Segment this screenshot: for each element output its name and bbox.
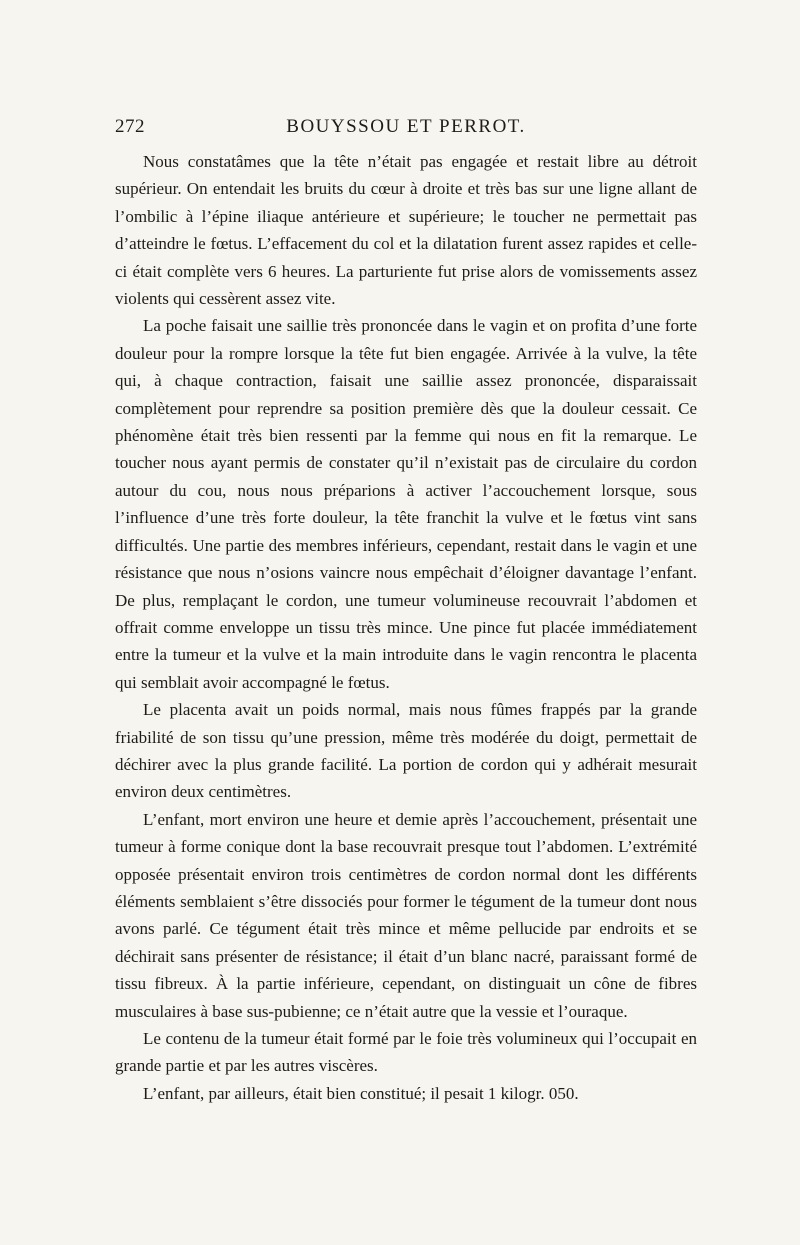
- paragraph: La poche faisait une saillie très prononcée dans le vagin et on profita d’une forte douleur pour la rompre lorsque la tête fut bien engagée. Arrivée à la vulve, la tête qui, à chaque contraction, faisait une saillie assez prononcée, disparaissait complètement pour reprendre sa position première dès que la douleur cessait. Ce phénomène était très bien ressenti par la femme qui nous en fit la remarque. Le toucher nous ayant permis de constater qu’il n’existait pas de circulaire du cordon autour du cou, nous nous préparions à activer l’accouchement lorsque, sous l’influence d’une très forte douleur, la tête franchit la vulve et le fœtus vint sans difficultés. Une partie des membres inférieurs, cependant, restait dans le vagin et une résistance que nous n’osions vaincre nous empêchait d’éloigner davantage l’enfant. De plus, remplaçant le cordon, une tumeur volumineuse recouvrait l’abdomen et offrait comme enveloppe un tissu très mince. Une pince fut placée immédiatement entre la tumeur et la vulve et la main introduite dans le vagin rencontra le placenta qui semblait avoir accompagné le fœtus.: [115, 316, 697, 692]
- paragraph: Nous constatâmes que la tête n’était pas engagée et restait libre au détroit supérieur. On entendait les bruits du cœur à droite et très bas sur une ligne allant de l’ombilic à l’épine iliaque antérieure et supérieure; le toucher ne permettait pas d’atteindre le fœtus. L’effacement du col et la dilatation furent assez rapides et celle-ci était complète vers 6 heures. La parturiente fut prise alors de vomissements assez violents qui cessèrent assez vite.: [115, 152, 697, 309]
- paragraph: Le placenta avait un poids normal, mais nous fûmes frappés par la grande friabilité de son tissu qu’une pression, même très modérée du doigt, permettait de déchirer avec la plus grande facilité. La portion de cordon qui y adhérait mesurait environ deux centimètres.: [115, 700, 697, 802]
- body-text: [115, 148, 697, 1107]
- paragraph: L’enfant, par ailleurs, était bien constitué; il pesait 1 kilogr. 050.: [143, 1083, 579, 1103]
- paragraph: L’enfant, mort environ une heure et demie après l’accouchement, présentait une tumeur à forme conique dont la base recouvrait presque tout l’abdomen. L’extrémité opposée présentait environ trois centimètres de cordon normal dont les différents éléments semblaient s’être dissociés pour former le tégument de la tumeur dont nous avons parlé. Ce tégument était très mince et même pellucide par endroits et se déchirait sans présenter de résistance; il était d’un blanc nacré, paraissant formé de tissu fibreux. À la partie inférieure, cependant, on distinguait un cône de fibres musculaires à base sus-pubienne; ce n’était autre que la vessie et l’ouraque.: [115, 809, 697, 1021]
- paragraph: Le contenu de la tumeur était formé par le foie très volumineux qui l’occupait en grande partie et par les autres viscères.: [115, 1029, 697, 1076]
- book-page: [115, 116, 697, 1107]
- page-number: 272: [115, 116, 145, 137]
- running-title: BOUYSSOU ET PERROT.: [286, 116, 526, 137]
- page-header: [115, 116, 697, 146]
